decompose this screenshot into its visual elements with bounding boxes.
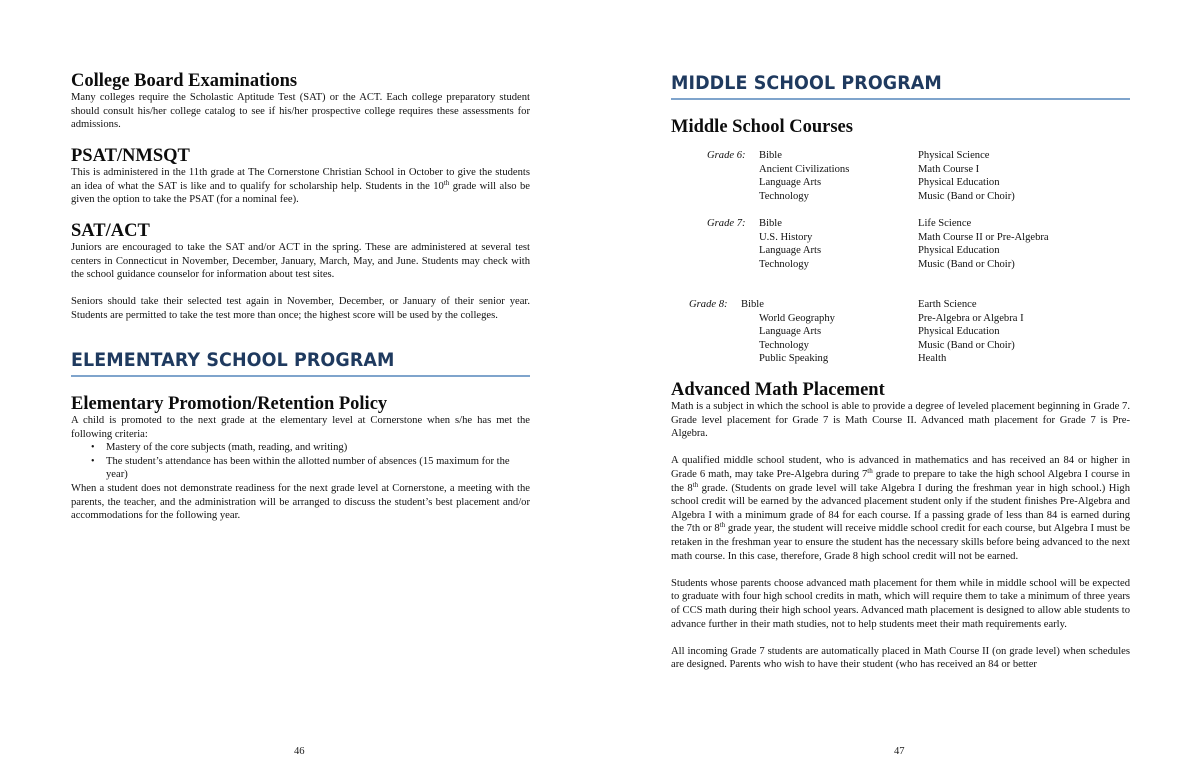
advanced-math-section	[671, 380, 1130, 672]
psat-heading: PSAT/NMSQT	[71, 146, 190, 166]
course: Physical Education	[918, 245, 1000, 257]
course-row	[671, 176, 1130, 190]
course: Earth Science	[918, 299, 977, 310]
course: Life Science	[918, 218, 972, 229]
section-divider	[671, 98, 1130, 100]
grade-8-courses	[671, 298, 1130, 366]
college-board-section	[71, 71, 530, 132]
course: Math Course II or Pre-Algebra	[918, 231, 1049, 243]
page-number: 47	[894, 746, 905, 757]
criteria-item: • The student’s attendance has been within the allotted number of absences (15 maximum for the year)	[91, 455, 530, 482]
college-board-heading: College Board Examinations	[71, 71, 298, 91]
course-row	[671, 339, 1130, 353]
elementary-policy-heading: Elementary Promotion/Retention Policy	[71, 394, 388, 414]
page-number: 46	[294, 746, 305, 757]
psat-text	[71, 166, 530, 207]
course: U.S. History	[759, 231, 813, 243]
advanced-math-paragraph-3: Students whose parents choose advanced math placement for them while in middle school will be expected to graduate with four high school credits in math, which will require them to take a minimum of three years of CCS math during their high school years. Advanced math placement is designed to allow able students to advance further in their math studies, not to help students meet their math requirements early.	[671, 577, 1130, 630]
advanced-math-paragraph-2	[671, 454, 1130, 563]
section-title: ELEMENTARY SCHOOL PROGRAM	[71, 349, 395, 371]
sat-act-paragraph-2: Seniors should take their selected test again in November, December, or January of their senior year. Students are permitted to take the test more than once; the highest score will be used by the colleges.	[71, 296, 530, 321]
course: Music (Band or Choir)	[918, 339, 1015, 351]
superscript: th	[867, 466, 873, 475]
sat-act-heading: SAT/ACT	[71, 221, 150, 241]
course: Technology	[759, 258, 809, 270]
text-part: grade year, the student will receive middle school credit for each course, but Algebra I must be retaken in the freshman year to ensure the student has the necessary skills before being advanced to the next math course. In this case, therefore, Grade 8 high school credit will not be earned.	[671, 523, 1130, 562]
section-title: MIDDLE SCHOOL PROGRAM	[671, 72, 942, 94]
sat-act-paragraph-1: Juniors are encouraged to take the SAT and/or ACT in the spring. These are administered at several test centers in Connecticut in November, December, January, March, May, and June. Students may check with the school guidance counselor for information about test sites.	[71, 242, 530, 281]
superscript: th	[443, 178, 450, 187]
course-row	[671, 244, 1130, 258]
course-row	[671, 258, 1130, 272]
course-row	[671, 149, 1130, 163]
course-row	[671, 217, 1130, 231]
superscript: th	[719, 521, 726, 530]
text-part: A qualified middle school student, who is advanced in mathematics and has received an 84 or higher in Grade 6 math, may take Pre-Algebra during 7	[671, 455, 1130, 480]
course-row	[671, 163, 1130, 177]
course-row	[671, 298, 1130, 312]
middle-school-section-title	[671, 71, 1130, 100]
grade-7-courses	[671, 217, 1130, 271]
course: Physical Science	[918, 150, 990, 161]
course: Technology	[759, 190, 809, 202]
elementary-policy-section	[71, 394, 530, 523]
grade-label: Grade 6:	[707, 150, 746, 161]
advanced-math-paragraph-4: All incoming Grade 7 students are automatically placed in Math Course II (on grade level) when schedules are designed. Parents who wish to have their student (who has received an 84 or better	[671, 645, 1130, 671]
grade-label: Grade 7:	[707, 218, 746, 229]
college-board-text: Many colleges require the Scholastic Aptitude Test (SAT) or the ACT. Each college preparatory student should consult his/her college catalog to see if his/her prospective college requires these assessments for admissions.	[71, 92, 530, 131]
criteria-list	[91, 441, 530, 482]
course: Bible	[741, 299, 764, 310]
course: Ancient Civilizations	[759, 163, 850, 175]
course-row	[671, 352, 1130, 366]
course: Physical Education	[918, 177, 1000, 189]
elementary-section-title	[71, 348, 530, 377]
superscript: th	[692, 480, 699, 489]
advanced-math-paragraph-1: Math is a subject in which the school is able to provide a degree of leveled placement beginning in Grade 7. Grade level placement for Grade 7 is Math Course II. Advanced math placement for Grade 7 is Pre-Algebra.	[671, 401, 1130, 440]
course: Music (Band or Choir)	[918, 258, 1015, 270]
course: Language Arts	[759, 245, 822, 257]
course: Pre-Algebra or Algebra I	[918, 312, 1024, 324]
text-part: grade to prepare to take the high school Algebra I course in the 8	[671, 468, 1130, 494]
elementary-policy-closing: When a student does not demonstrate readiness for the next grade level at Cornerstone, a meeting with the parents, the teacher, and the administration will be arranged to discuss the student’s best placement and/or accommodations for the following year.	[71, 482, 530, 522]
middle-school-courses-section	[671, 117, 1130, 137]
psat-text-part: grade will also be given the option to take the PSAT (for a nominal fee).	[71, 180, 530, 206]
course-row	[671, 325, 1130, 339]
course: Math Course I	[918, 163, 980, 175]
section-divider	[71, 375, 530, 377]
criteria-item: • Mastery of the core subjects (math, reading, and writing)	[91, 441, 530, 455]
course: Language Arts	[759, 326, 822, 338]
course: Bible	[759, 150, 782, 161]
course: Bible	[759, 218, 782, 229]
course-row	[671, 190, 1130, 204]
grade-6-courses	[671, 149, 1130, 203]
course: Public Speaking	[759, 353, 829, 365]
course: Music (Band or Choir)	[918, 190, 1015, 202]
course: Technology	[759, 339, 809, 351]
advanced-math-heading: Advanced Math Placement	[671, 380, 885, 400]
elementary-policy-intro: A child is promoted to the next grade at the elementary level at Cornerstone when s/he has met the following criteria:	[71, 415, 530, 440]
course-row	[671, 312, 1130, 326]
psat-section	[71, 146, 530, 207]
psat-text-part: This is administered in the 11th grade at The Cornerstone Christian School in October to give the students an idea of what the SAT is like and to qualify for scholarship help. Students in the 10	[71, 167, 530, 192]
courses-heading: Middle School Courses	[671, 117, 853, 137]
text-part: grade. (Students on grade level will take Algebra I during the freshman year in high school.) High school credit will be earned by the advanced placement student only if the student finishes Pre-Algebra and Algebra I with a minimum grade of 84 for each course. If a passing grade of less than 84 is earned during the 7th or 8	[671, 482, 1130, 535]
page-47	[600, 0, 1200, 776]
sat-act-section	[71, 221, 530, 323]
course: World Geography	[759, 312, 835, 324]
course-row	[671, 231, 1130, 245]
course: Physical Education	[918, 326, 1000, 338]
course: Language Arts	[759, 177, 822, 189]
course: Health	[918, 353, 947, 365]
grade-label: Grade 8:	[689, 299, 728, 310]
